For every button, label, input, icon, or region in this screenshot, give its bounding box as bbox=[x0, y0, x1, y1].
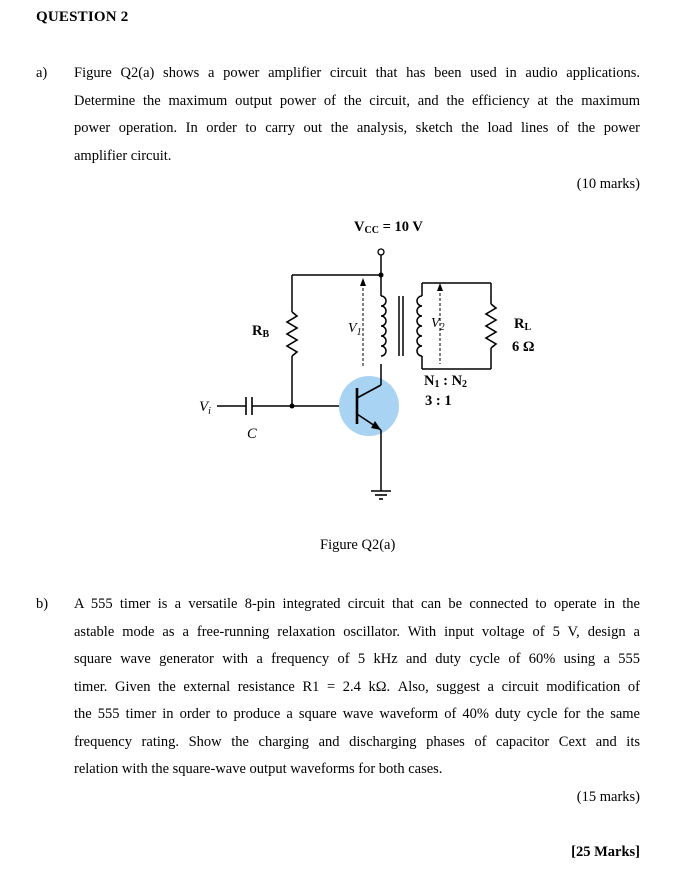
part-b-line: the 555 timer in order to produce a square wave waveform of 40% duty cycle for the same bbox=[74, 706, 640, 722]
v2-label: $V_2$ bbox=[431, 316, 445, 333]
figure-caption: Figure Q2(a) bbox=[320, 537, 396, 553]
part-b-line: square wave generator with a frequency of 5 kHz and duty cycle of 60% using a 555 bbox=[74, 651, 640, 667]
v1-label: $V_1$ bbox=[348, 321, 362, 338]
part-a-line: Determine the maximum output power of the circuit, and the efficiency at the maximum bbox=[74, 92, 640, 109]
part-b-line: timer. Given the external resistance R1 = 2.4 kΩ. Also, suggest a circuit modification of bbox=[74, 678, 640, 695]
rl-value: 6 Ω bbox=[512, 339, 535, 355]
part-a-label: a) bbox=[36, 65, 48, 81]
part-b-label: b) bbox=[36, 596, 49, 612]
turns-ratio-value: 3 : 1 bbox=[425, 393, 452, 409]
question-title: QUESTION 2 bbox=[36, 9, 129, 25]
rb-resistor bbox=[287, 312, 297, 356]
part-b-line: frequency rating. Show the charging and discharging phases of capacitor Cext and its bbox=[74, 733, 640, 750]
vi-label: $V_i$ bbox=[199, 399, 211, 417]
vcc-terminal bbox=[378, 249, 384, 255]
rl-label: RL bbox=[514, 316, 532, 333]
part-a-line: Figure Q2(a) shows a power amplifier circuit that has been used in audio applications. bbox=[74, 65, 640, 81]
part-b-line: A 555 timer is a versatile 8-pin integrated circuit that can be connected to operate in the bbox=[74, 596, 640, 612]
secondary-coil bbox=[417, 296, 422, 356]
part-a-line: amplifier circuit. bbox=[74, 147, 172, 164]
rb-label: RB bbox=[252, 323, 270, 340]
total-marks: [25 Marks] bbox=[571, 844, 640, 860]
vcc-label: VCC = 10 V bbox=[354, 219, 423, 236]
part-b-line: astable mode as a free-running relaxation oscillator. With input voltage of 5 V, design a bbox=[74, 623, 640, 640]
part-b-marks: (15 marks) bbox=[576, 789, 640, 805]
part-a-line: power operation. In order to carry out the analysis, sketch the load lines of the power bbox=[74, 120, 640, 136]
primary-coil bbox=[381, 296, 386, 356]
rl-resistor bbox=[486, 304, 496, 348]
part-a-marks: (10 marks) bbox=[576, 176, 640, 192]
c-label: C bbox=[247, 426, 257, 442]
transistor-highlight bbox=[339, 376, 399, 436]
part-b-text bbox=[74, 591, 640, 784]
turns-ratio-label: N1 : N2 bbox=[424, 373, 468, 390]
part-b-line: relation with the square-wave output waveforms for both cases. bbox=[74, 761, 443, 777]
